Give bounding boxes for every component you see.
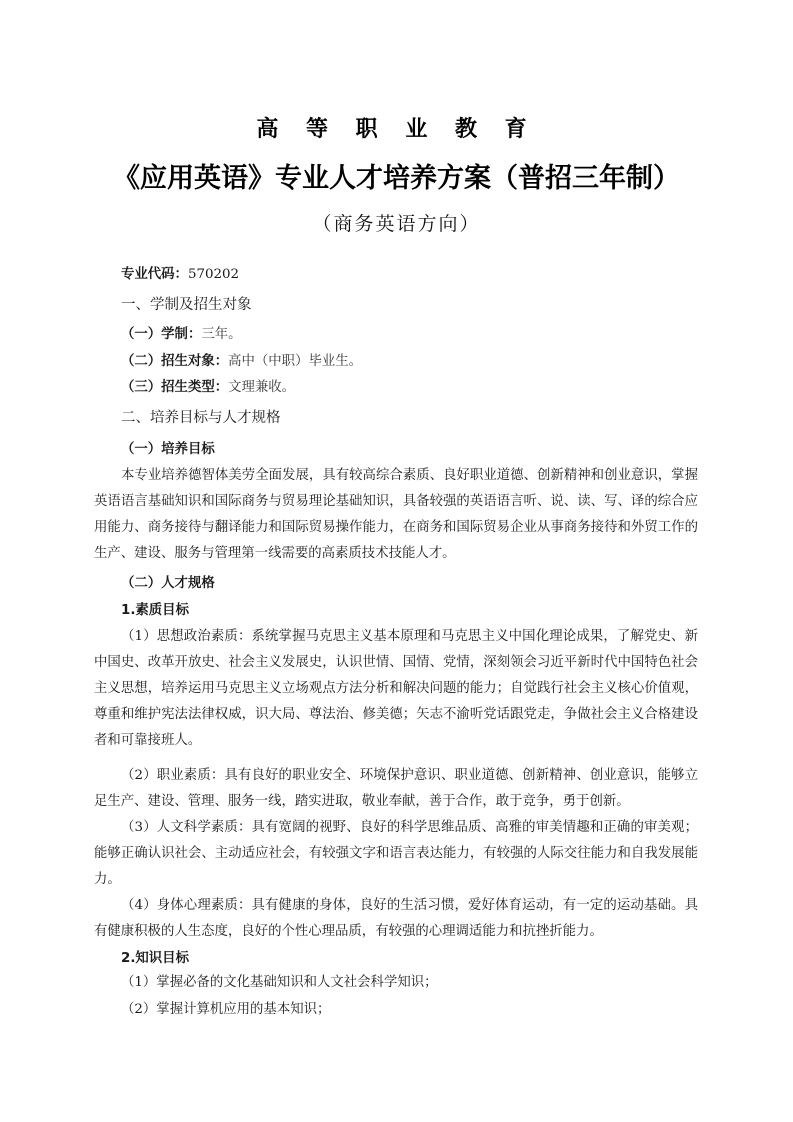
section1-item	[121, 353, 362, 371]
knowledge-item: （2）掌握计算机应用的基本知识；	[121, 1002, 331, 1017]
major-code	[121, 266, 239, 284]
item-label: （三）招生类型：	[121, 380, 229, 395]
knowledge-goal-heading: 2.知识目标	[121, 951, 189, 966]
major-code-value: 570202	[187, 267, 240, 282]
section1-heading: 一、学制及招生对象	[121, 297, 252, 313]
section1-item	[121, 379, 295, 397]
quality-item-humanities: （3）人文科学素质：具有宽阔的视野、良好的科学思维品质、高雅的审美情趣和正确的审美观；能够正确认识社会、主动适应社会，有较强文字和语言表达能力，有较强的人际交往能力和自我发展能力。	[94, 820, 698, 887]
document-title-main: 《应用英语》专业人才培养方案（普招三年制）	[113, 163, 680, 194]
item-value: 三年。	[201, 327, 242, 342]
item-value: 高中（中职）毕业生。	[228, 354, 363, 369]
talent-spec-heading: （二）人才规格	[121, 576, 215, 591]
quality-item-professional: （2）职业素质：具有良好的职业安全、环境保护意识、职业道德、创新精神、创业意识，能够立足生产、建设、管理、服务一线，踏实进取，敬业奉献，善于合作，敢于竞争，勇于创新。	[94, 768, 698, 809]
item-label: （二）招生对象：	[121, 354, 229, 369]
major-code-label: 专业代码：	[121, 267, 188, 282]
item-value: 文理兼收。	[228, 380, 296, 395]
document-subtitle: （商务英语方向）	[312, 213, 481, 235]
section1-item	[121, 326, 242, 344]
training-goal-heading: （一）培养目标	[121, 442, 215, 457]
item-label: （一）学制：	[121, 327, 202, 342]
section2-heading: 二、培养目标与人才规格	[121, 410, 281, 426]
training-goal-paragraph: 本专业培养德智体美劳全面发展，具有较高综合素质、良好职业道德、创新精神和创业意识，掌握英语语言基础知识和国际商务与贸易理论基础知识，具备较强的英语语言听、说、读、写、译的综合应用能力、商务接待与翻译能力和国际贸易操作能力，在商务和国际贸易企业从事商务接待和外贸工作的生产、建设、服务与管理第一线需要的高素质技术技能人才。	[94, 468, 698, 561]
quality-item-physical: （4）身体心理素质：具有健康的身体，良好的生活习惯，爱好体育运动，有一定的运动基础。具有健康积极的人生态度，良好的个性心理品质，有较强的心理调适能力和抗挫折能力。	[94, 898, 698, 939]
quality-item-political: （1）思想政治素质：系统掌握马克思主义基本原理和马克思主义中国化理论成果，了解党史、新中国史、改革开放史、社会主义发展史，认识世情、国情、党情，深刻领会习近平新时代中国特色社会主义思想，培养运用马克思主义立场观点方法分析和解决问题的能力；自觉践行社会主义核心价值观，尊重和维护宪法法律权威，识大局、尊法治、修美德；矢志不渝听党话跟党走，争做社会主义合格建设者和可靠接班人。	[94, 629, 698, 748]
document-title-top: 高 等 职 业 教 育	[256, 117, 537, 142]
knowledge-item: （1）掌握必备的文化基础知识和人文社会科学知识；	[121, 975, 438, 990]
quality-goal-heading: 1.素质目标	[121, 603, 189, 618]
